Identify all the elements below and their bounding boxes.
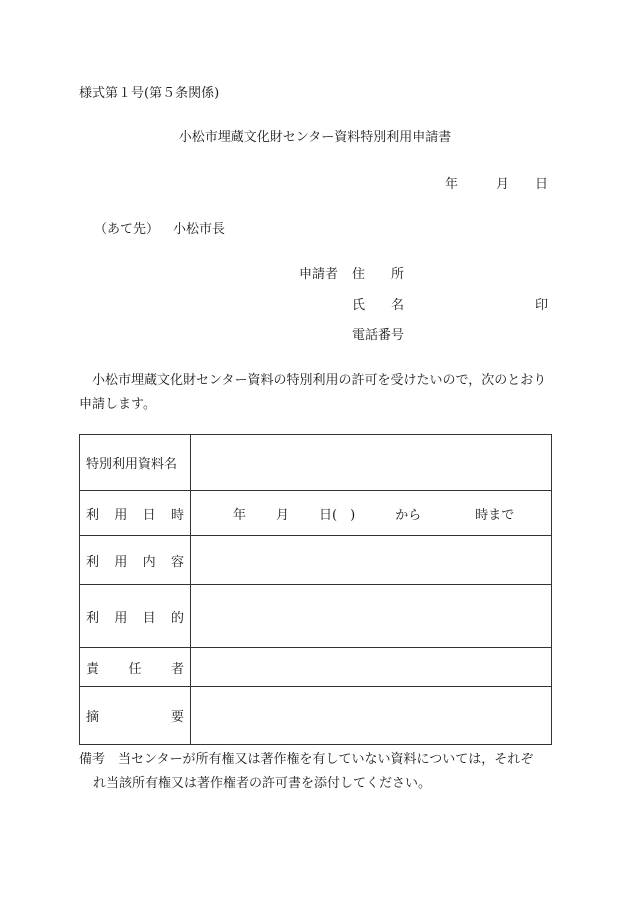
label-materials: 特別利用資料名 [80,435,191,491]
period-month: 月 [276,507,290,523]
table-row [80,585,552,648]
table-row [80,536,552,585]
date-day: 日 [534,177,548,192]
table-row [80,648,552,687]
period-year: 年 [233,507,247,523]
table-row [80,491,552,536]
applicant-address-label: 住 所 [352,267,405,282]
label-usage-datetime: 利 用 日 時 [80,491,191,536]
label-usage-purpose: 利 用 目 的 [80,585,191,648]
remarks [79,748,559,796]
applicant-name-label: 氏 名 [352,298,405,313]
remarks-line-2: れ当該所有権又は著作権者の許可書を添付してください。 [93,776,432,791]
date-year: 年 [444,177,458,192]
period-until: 時まで [475,507,515,523]
application-table [79,434,552,745]
date-month: 月 [495,177,509,192]
addressee-name: 小松市長 [173,222,226,237]
period-day: 日( ) [319,507,356,523]
addressee [94,218,225,237]
label-responsible-person: 責 任 者 [80,648,191,687]
period-from: から [395,507,422,523]
applicant-label: 申請者 [299,267,339,282]
table-row [80,687,552,745]
addressee-prefix: （あて先） [94,222,160,237]
field-usage-purpose[interactable] [191,585,552,648]
document-title: 小松市埋蔵文化財センター資料特別利用申請書 [178,130,452,145]
field-usage-content[interactable] [191,536,552,585]
label-summary: 摘 要 [80,687,191,745]
remarks-line-1: 備考 当センターが所有権又は著作権を有していない資料については，それぞ [79,752,534,767]
table-row [80,435,552,491]
field-usage-datetime[interactable] [191,491,552,536]
date-line [445,173,548,192]
seal-mark: 印 [534,298,548,313]
label-usage-content: 利 用 内 容 [80,536,191,585]
field-summary[interactable] [191,687,552,745]
applicant-phone-label: 電話番号 [352,328,405,343]
field-responsible-person[interactable] [191,648,552,687]
intro-paragraph: 小松市埋蔵文化財センター資料の特別利用の許可を受けたいので，次のとおり申請します。 [79,373,547,412]
form-number: 様式第１号(第５条関係) [79,86,220,101]
field-materials[interactable] [191,435,552,491]
